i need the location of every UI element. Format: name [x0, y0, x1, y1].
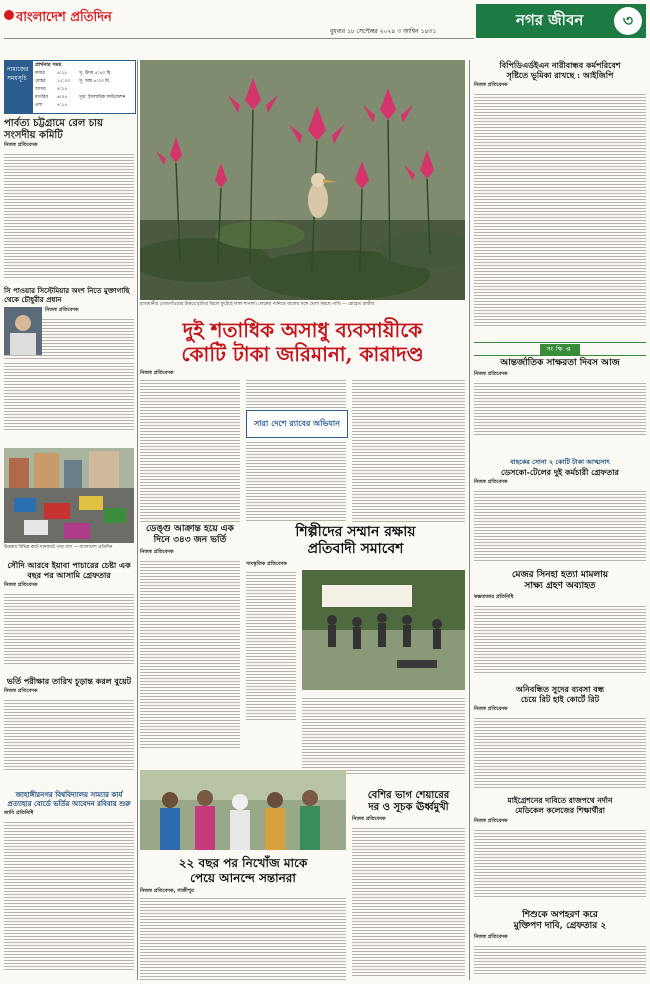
writ-headline-1: অনিবন্ধিত সুদের ব্যবসা বন্ধ — [515, 684, 605, 694]
missing-body — [140, 896, 346, 980]
brief-label: সংক্ষিপ্ত — [540, 344, 579, 355]
raid-box — [246, 410, 348, 438]
traffic-photo — [4, 448, 134, 543]
column-rule-2 — [469, 60, 470, 980]
prayer-time: ৪:২৫ — [57, 87, 68, 92]
admission-byline: নিজস্ব প্রতিবেদক — [4, 688, 38, 694]
igp-byline: নিজস্ব প্রতিবেদক — [474, 82, 508, 88]
major-article — [474, 570, 646, 680]
brief-section-label — [474, 342, 646, 356]
prayer-row — [35, 86, 133, 94]
dengue-article — [140, 524, 240, 764]
prayer-sun: সূ. উদয় ৫:৪৩ মি. — [79, 71, 112, 76]
share-article — [352, 790, 465, 980]
igp-article — [474, 60, 646, 340]
newspaper-logo — [4, 8, 112, 38]
family-photo-graphic — [140, 770, 346, 850]
main-body-col3 — [352, 378, 465, 522]
prayer-row — [35, 70, 133, 78]
prayer-row — [35, 78, 133, 86]
railway-headline: পার্বত্য চট্টগ্রামে রেল চায় সংসদীয় কমিটি — [4, 118, 103, 141]
saudi-byline: নিজস্ব প্রতিবেদক — [4, 582, 38, 588]
artists-byline: সাংস্কৃতিক প্রতিবেদক — [246, 561, 287, 567]
prayer-name: এশা — [35, 103, 43, 108]
lotus-photo-graphic — [140, 60, 465, 300]
artists-body-1 — [246, 570, 296, 720]
lotus-photo-caption: রাজধানীর তেজগাঁওয়ের উত্তরে হাতির ঝিলে ফুটেছে লাল শাপলা। লেকের পানিতে জলের সঙ্গে খেলা করছে পাখি — রোহেত রাজীব — [140, 302, 375, 307]
prayer-name: ফজর — [35, 71, 45, 76]
medical-article — [474, 796, 646, 908]
literacy-headline: আন্তর্জাতিক সাক্ষরতা দিবস আজ — [500, 358, 620, 368]
dengue-body — [140, 559, 240, 749]
literacy-byline: নিজস্ব প্রতিবেদক — [474, 371, 508, 377]
gold-article — [474, 458, 646, 568]
raid-box-title: সারা দেশে র‌্যাবের অভিযান — [253, 417, 341, 428]
prayer-row — [35, 94, 133, 102]
logo-sun-icon — [4, 10, 14, 20]
artists-headline-2: প্রতিবাদী সমাবেশ — [307, 541, 404, 557]
writ-byline: নিজস্ব প্রতিবেদক — [474, 706, 508, 712]
literacy-body — [474, 381, 646, 437]
gold-headline-2: ডেসকো-টেলের দুই কর্মচারী গ্রেফতার — [501, 467, 619, 477]
main-body-col2b — [246, 440, 346, 522]
main-body-col2 — [246, 378, 346, 408]
main-headline — [140, 318, 465, 366]
column-rule-1 — [137, 60, 138, 980]
prayer-sun: সূত্র: ইসলামিক ফাউন্ডেশন — [79, 95, 126, 100]
prayer-name: যোহর — [35, 79, 46, 84]
ju-byline: জাবি প্রতিনিধি — [4, 810, 34, 816]
major-byline: কক্সবাজার প্রতিনিধি — [474, 594, 514, 600]
prayer-sun: সূ. অস্ত ৬:০৩ মি. — [79, 79, 111, 84]
share-headline-2: দর ও সূচক ঊর্ধ্বমুখী — [368, 802, 449, 813]
missing-headline-1: ২২ বছর পর নিখোঁজ মাকে — [178, 856, 308, 870]
missing-byline: নিজস্ব প্রতিবেদক, গাজীপুর — [140, 888, 194, 894]
major-headline-1: মেজর সিনহা হত্যা মামলায় — [511, 570, 609, 580]
ju-body — [4, 820, 134, 970]
prayer-name: মাগরিব — [35, 95, 49, 100]
literacy-article — [474, 358, 646, 454]
medical-body — [474, 828, 646, 898]
saudi-article — [4, 560, 134, 670]
gold-headline-1: বাহকের সোনা ২ কোটি টাকা আত্মসাৎ — [510, 458, 610, 466]
masthead-rule — [4, 38, 474, 39]
nurse-photo — [4, 307, 42, 355]
main-headline-1: দুই শতাধিক অসাধু ব্যবসায়ীকে — [182, 318, 423, 342]
nurse-byline: নিজস্ব প্রতিবেদক — [45, 307, 79, 313]
prayer-name: আসর — [35, 87, 46, 92]
prayer-time: ১২:০০ — [57, 79, 71, 84]
missing-headline-2: পেয়ে আনন্দে সন্তানরা — [190, 871, 296, 885]
igp-headline-1: বিপিডিএর্ডইএন নারীবান্ধব কর্মপরিবেশ — [499, 60, 621, 70]
prayer-times-box — [4, 60, 136, 114]
railway-byline: নিজস্ব প্রতিবেদক — [4, 142, 38, 148]
medical-headline-2: মেডিকেল কলেজের শিক্ষার্থীরা — [515, 806, 605, 815]
admission-article — [4, 676, 134, 786]
main-headline-2: কোটি টাকা জরিমানা, কারাদণ্ড — [181, 342, 424, 366]
page-number: ৩ — [614, 7, 642, 35]
kidnap-byline: নিজস্ব প্রতিবেদক — [474, 934, 508, 940]
igp-headline-2: সৃষ্টিতে ভূমিকা রাখছে : আইজিপি — [506, 70, 614, 80]
artists-body-2 — [302, 696, 465, 776]
traffic-caption: উত্তরার বিভিন্ন রুটে যানজটে পড়া বাস — বাংলাদেশ প্রতিদিন — [4, 545, 113, 550]
artists-headline-1: শিল্পীদের সম্মান রক্ষায় — [295, 524, 416, 540]
prayer-city-label: নামাজের সময়সূচি — [5, 61, 33, 113]
kidnap-body — [474, 944, 646, 976]
saudi-body — [4, 592, 134, 664]
share-body — [352, 826, 465, 976]
admission-body — [4, 698, 134, 770]
medical-byline: নিজস্ব প্রতিবেদক — [474, 818, 508, 824]
kidnap-headline-2: মুক্তিপণ দাবি, গ্রেফতার ২ — [513, 921, 607, 931]
masthead — [0, 0, 650, 58]
railway-article — [4, 118, 134, 278]
admission-headline: ভর্তি পরীক্ষার তারিখ চূড়ান্ত করল বুয়েট — [6, 676, 132, 686]
ju-article — [4, 790, 134, 980]
kidnap-headline-1: শিশুকে অপহরণ করে — [522, 910, 598, 920]
gold-body — [474, 489, 646, 561]
medical-headline-1: মাইগ্রেশনের দাবিতে রাজপথে নর্দান — [507, 796, 613, 805]
main-byline: নিজস্ব প্রতিবেদক — [140, 370, 174, 376]
major-headline-2: সাক্ষ্য গ্রহণ অব্যাহত — [524, 581, 596, 591]
section-title: নগর জীবন — [516, 10, 584, 29]
ju-headline: জাহাঙ্গীরনগর বিশ্ববিদ্যালয় সাম্যার কার্য প্রত্যাহার বোর্ডে ভর্তির আবেদন রবিবার শুরু — [7, 790, 131, 808]
share-headline-1: বেশির ভাগ শেয়ারের — [367, 790, 450, 801]
person-portrait-icon — [4, 307, 42, 355]
prayer-title: প্রার্থনার সময় — [35, 62, 62, 68]
missing-headline — [140, 856, 346, 886]
logo-text: বাংলাদেশ প্রতিদিন — [16, 10, 112, 25]
traffic-photo-graphic — [4, 448, 134, 543]
igp-body — [474, 92, 646, 327]
dengue-byline: নিজস্ব প্রতিবেদক — [140, 549, 174, 555]
family-photo — [140, 770, 346, 850]
railway-body — [4, 152, 134, 280]
prayer-row — [35, 102, 133, 110]
protest-photo-graphic — [302, 570, 465, 690]
nurse-body-2 — [4, 361, 134, 431]
protest-photo — [302, 570, 465, 690]
writ-body — [474, 716, 646, 788]
artists-article — [246, 524, 465, 784]
prayer-time: ৭:১৫ — [57, 103, 68, 108]
kidnap-article — [474, 910, 646, 982]
lotus-photo — [140, 60, 465, 300]
major-body — [474, 604, 646, 674]
writ-article — [474, 684, 646, 794]
saudi-headline: সৌদি আরবে ইয়াবা পাচারের চেষ্টা এক বছর পর আসামি গ্রেফতার — [7, 560, 131, 580]
masthead-date: বুধবার ১৮ সেপ্টেম্বর ২০২৪ ৩ আশ্বিন ১৪৩১ — [330, 28, 437, 35]
nurse-article — [4, 286, 134, 446]
nurse-headline: সি পাওয়ার সিস্টেমিয়ার অংশ নিতে মুক্তাগাছি থেকে চৌধুরীর প্রধান — [4, 286, 130, 304]
main-body-col1 — [140, 378, 240, 522]
section-header — [476, 4, 646, 38]
writ-headline-2: চেয়ে রিট হাই কোর্টে রিট — [520, 694, 600, 704]
prayer-time: ৪:২৮ — [57, 71, 68, 76]
dengue-headline: ডেঙ্গু আক্রান্ত হয়ে এক দিনে ৩৪৩ জন ভর্তি — [146, 524, 234, 545]
gold-byline: নিজস্ব প্রতিবেদক — [474, 479, 508, 485]
prayer-time: ৬:০৫ — [57, 95, 68, 100]
share-byline: নিজস্ব প্রতিবেদক — [352, 816, 386, 822]
